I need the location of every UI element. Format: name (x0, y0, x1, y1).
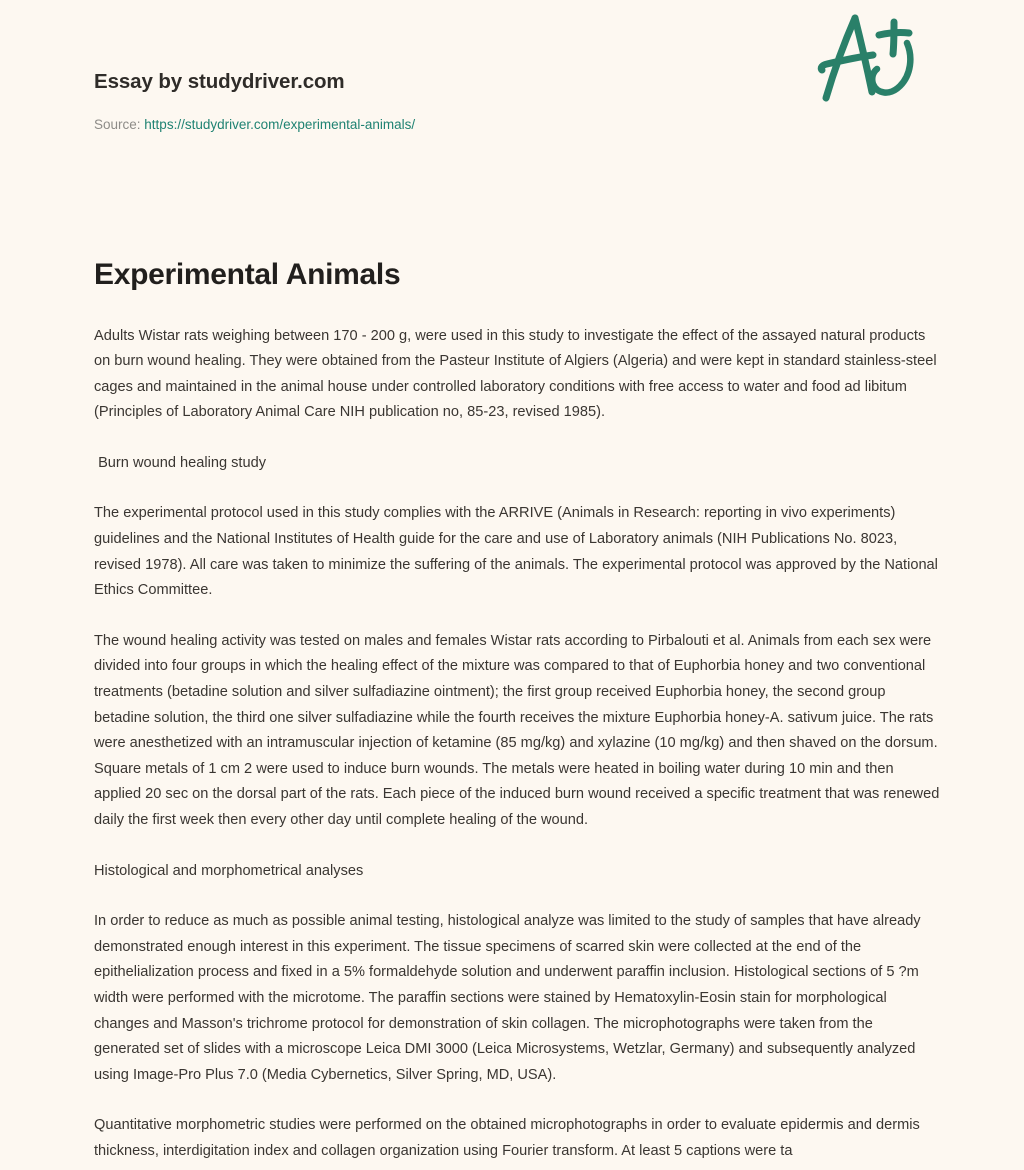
brand-title: Essay by studydriver.com (94, 70, 345, 93)
page-title: Experimental Animals (94, 258, 401, 291)
document-header (94, 0, 940, 170)
section-heading-histological-and-morphometrical-analyses: Histological and morphometrical analyses (94, 862, 364, 879)
source-label: Source: (94, 116, 141, 132)
paragraph-truncated: Quantitative morphometric studies were performed on the obtained microphotographs in order to evaluate epidermis and dermis thickness, interdigitation index and collagen organization using Fourier transform. At least 5 captions were ta (94, 1117, 924, 1159)
source-line (94, 116, 940, 134)
paragraph: In order to reduce as much as possible animal testing, histological analyze was limited to the study of samples that have already demonstrated enough interest in this experiment. The tissue specimens of scarred skin were collected at the end of the epithelialization process and fixed in a 5% formaldehyde solution and underwent paraffin inclusion. Histological sections of 5 ?m width were performed with the microtome. The paraffin sections were stained by Hematoxylin-Eosin stain for morphological changes and Masson's trichrome protocol for demonstration of skin collagen. The microphotographs were taken from the generated set of slides with a microscope Leica DMI 3000 (Leica Microsystems, Wetzlar, Germany) and subsequently analyzed using Image-Pro Plus 7.0 (Media Cybernetics, Silver Spring, MD, USA). (94, 913, 925, 1083)
section-heading-burn-wound-healing-study: Burn wound healing study (94, 454, 267, 471)
a-plus-logo-icon (810, 12, 920, 107)
paragraph: Adults Wistar rats weighing between 170 - 200 g, were used in this study to investigate the effect of the assayed natural products on burn wound healing. They were obtained from the Pasteur Institute of Algiers (Algeria) and were kept in standard stainless-steel cages and maintained in the animal house under controlled laboratory conditions with free access to water and food ad libitum (Principles of Laboratory Animal Care NIH publication no, 85-23, revised 1985). (94, 327, 941, 421)
article-body (94, 293, 944, 1165)
paragraph: The experimental protocol used in this study complies with the ARRIVE (Animals in Research: reporting in vivo experiments) guidelines and the National Institutes of Health guide for the care and use of Laboratory animals (NIH Publications No. 8023, revised 1978). All care was taken to minimize the suffering of the animals. The experimental protocol was approved by the National Ethics Committee. (94, 505, 942, 599)
paragraph: The wound healing activity was tested on males and females Wistar rats according to Pirbalouti et al. Animals from each sex were divided into four groups in which the healing effect of the mixture was compared to that of Euphorbia honey and two conventional treatments (betadine solution and silver sulfadiazine ointment); the first group received Euphorbia honey, the second group betadine solution, the third one silver sulfadiazine while the fourth receives the mixture Euphorbia honey-A. sativum juice. The rats were anesthetized with an intramuscular injection of ketamine (85 mg/kg) and xylazine (10 mg/kg) and then shaved on the dorsum. Square metals of 1 cm 2 were used to induce burn wounds. The metals were heated in boiling water during 10 min and then applied 20 sec on the dorsal part of the rats. Each piece of the induced burn wound received a specific treatment that was renewed daily the first week then every other day until complete healing of the wound. (94, 632, 944, 828)
studydriver-logo[interactable] (810, 12, 920, 107)
source-url-link[interactable]: https://studydriver.com/experimental-animals/ (144, 116, 416, 132)
